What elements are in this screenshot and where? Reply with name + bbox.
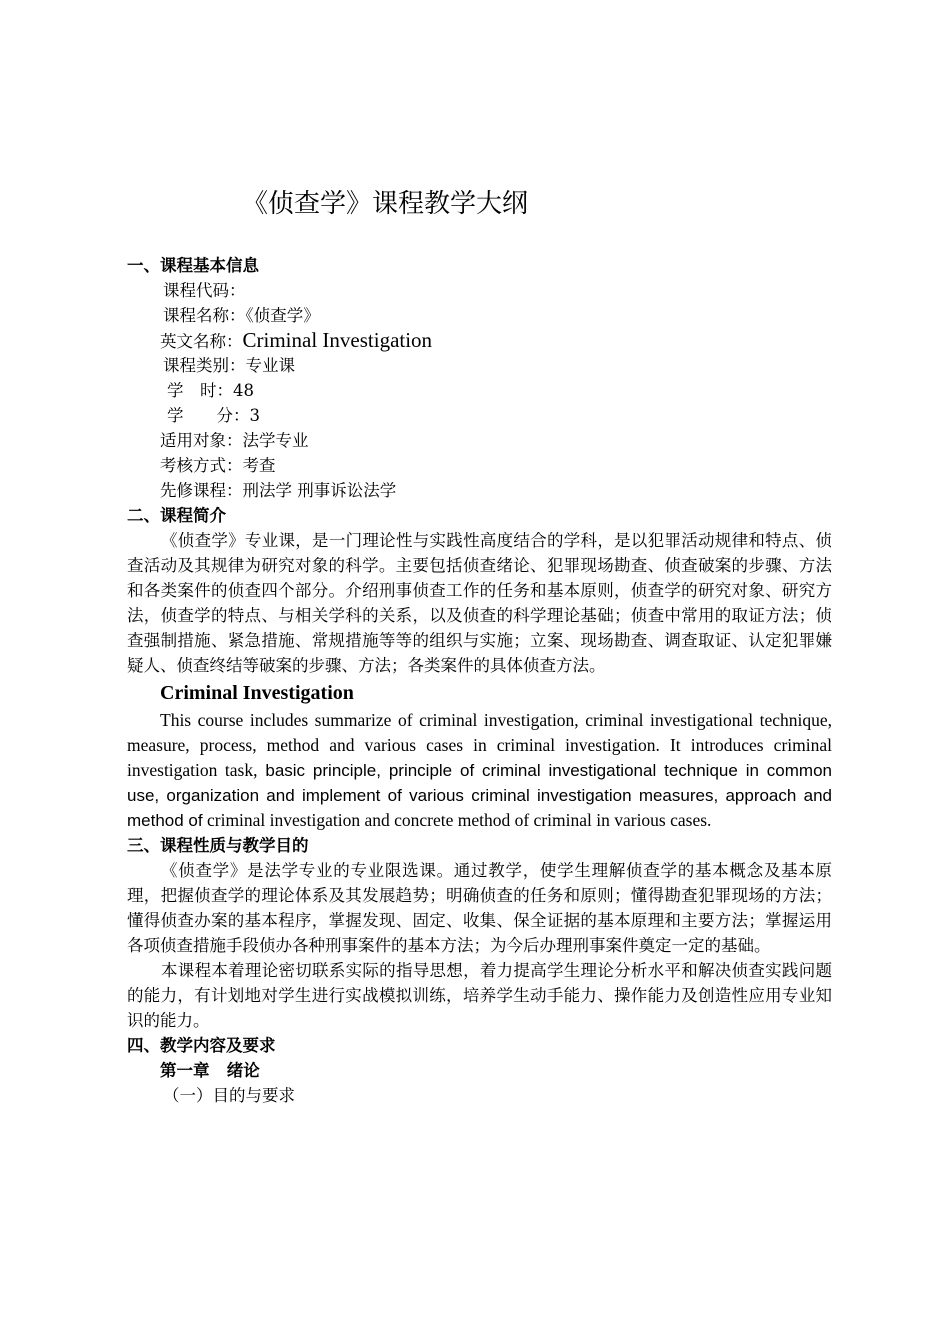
section-heading-introduction: 二、课程简介 [127, 506, 226, 525]
introduction-paragraph-en [127, 708, 832, 833]
subsection-heading: （一）目的与要求 [163, 1086, 295, 1105]
course-type: 课程类别：专业课 [163, 356, 295, 375]
course-audience: 适用对象：法学专业 [160, 431, 309, 450]
chapter-heading: 第一章 绪论 [160, 1061, 260, 1080]
course-credits: 学 分：3 [167, 406, 260, 425]
english-name-label: 英文名称： [160, 332, 243, 351]
course-hours: 学 时：48 [167, 381, 254, 400]
nature-paragraph-1: 《侦查学》是法学专业的专业限选课。通过教学，使学生理解侦查学的基本概念及基本原理，把握侦查学的理论体系及其发展趋势；明确侦查的任务和原则；懂得勘查犯罪现场的方法；懂得侦查办案的基本程序，掌握发现、固定、收集、保全证据的基本原理和主要方法；掌握运用各项侦查措施手段侦办各种刑事案件的基本方法；为今后办理刑事案件奠定一定的基础。 [127, 861, 832, 955]
english-name-value: Criminal Investigation [242, 328, 433, 352]
introduction-en-part-3: criminal investigation and concrete method of criminal in various cases. [202, 810, 712, 830]
nature-paragraph-2: 本课程本着理论密切联系实际的指导思想，着力提高学生理论分析水平和解决侦查实践问题的能力，有计划地对学生进行实战模拟训练，培养学生动手能力、操作能力及创造性应用专业知识的能力。 [127, 961, 832, 1030]
section-heading-content-requirements: 四、教学内容及要求 [127, 1036, 276, 1055]
document-body [127, 253, 832, 1108]
course-code: 课程代码： [163, 281, 246, 300]
section-heading-nature-purpose: 三、课程性质与教学目的 [127, 836, 309, 855]
introduction-paragraph-zh: 《侦查学》专业课，是一门理论性与实践性高度结合的学科，是以犯罪活动规律和特点、侦查活动及其规律为研究对象的科学。主要包括侦查绪论、犯罪现场勘查、侦查破案的步骤、方法和各类案件的侦查四个部分。介绍刑事侦查工作的任务和基本原则，侦查学的研究对象、研究方法，侦查学的特点、与相关学科的关系，以及侦查的科学理论基础；侦查中常用的取证方法；侦查强制措施、紧急措施、常规措施等等的组织与实施；立案、现场勘查、调查取证、认定犯罪嫌疑人、侦查终结等破案的步骤、方法；各类案件的具体侦查方法。 [127, 531, 832, 675]
section-heading-basic-info: 一、课程基本信息 [127, 256, 259, 275]
introduction-en-part-1: This course includes summarize of criminal investigation, criminal investigational technique, measure, process, method and various cases in criminal investigation. It introduces criminal investigation task, [127, 710, 832, 780]
course-assessment: 考核方式：考查 [160, 456, 276, 475]
introduction-heading-en: Criminal Investigation [160, 682, 354, 704]
course-prerequisites: 先修课程：刑法学 刑事诉讼法学 [160, 481, 397, 500]
course-name: 课程名称：《侦查学》 [163, 306, 320, 325]
document-title: 《侦查学》课程教学大纲 [242, 189, 529, 219]
introduction-en-part-2: basic principle, principle of criminal investigational technique in common use, organization and implement of various criminal investigation measures, approach and method of [127, 761, 832, 830]
english-name [127, 328, 832, 353]
